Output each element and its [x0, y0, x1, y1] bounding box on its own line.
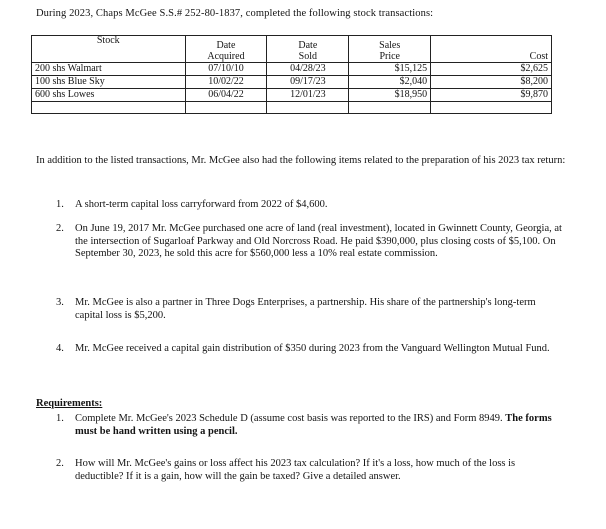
cell-cost: $9,870 [431, 89, 552, 102]
stock-transactions-table [31, 35, 552, 114]
cell-empty [431, 102, 552, 114]
table-header-row [32, 36, 552, 63]
cell-cost: $2,625 [431, 63, 552, 76]
header-sales-price-line2: Price [379, 50, 400, 62]
cell-sales-price: $2,040 [349, 76, 431, 89]
cell-date-acquired: 06/04/22 [185, 89, 267, 102]
list-item-text: A short-term capital loss carryforward from 2022 of $4,600. [75, 199, 328, 210]
requirement-item [56, 458, 566, 483]
requirement-text: How will Mr. McGee's gains or loss affect his 2023 tax calculation? If it's a loss, how much of the loss is deductible? If it is a gain, how will the gain be taxed? Give a detailed answer. [75, 458, 516, 482]
cell-empty [349, 102, 431, 114]
requirement-bold-text: The forms must be hand written using a pencil. [75, 413, 552, 437]
list-item [56, 297, 566, 322]
requirement-text-wrap [75, 458, 566, 483]
list-item [56, 199, 566, 212]
table-row [32, 63, 552, 76]
cell-cost: $8,200 [431, 76, 552, 89]
list-item [56, 223, 566, 261]
header-sales-price-line1: Sales [379, 40, 401, 51]
cell-sales-price: $18,950 [349, 89, 431, 102]
cell-date-sold: 09/17/23 [267, 76, 349, 89]
header-date-sold-line1: Date [298, 40, 318, 51]
header-date-acquired [185, 36, 267, 63]
cell-date-sold: 04/28/23 [267, 63, 349, 76]
header-cost-label: Cost [529, 50, 548, 62]
header-date-acquired-line1: Date [216, 40, 236, 51]
cell-stock: 200 shs Walmart [32, 63, 186, 76]
header-sales-price [349, 36, 431, 63]
cell-stock: 600 shs Lowes [32, 89, 186, 102]
list-item-number: 2. [56, 223, 64, 234]
table-row [32, 76, 552, 89]
list-item [56, 343, 566, 356]
header-date-acquired-line2: Acquired [207, 50, 245, 62]
table-row [32, 89, 552, 102]
cell-sales-price: $15,125 [349, 63, 431, 76]
header-stock: Stock [32, 36, 186, 63]
list-item-number: 1. [56, 199, 64, 210]
header-date-sold-line2: Sold [298, 50, 318, 62]
requirement-item [56, 413, 566, 438]
header-date-sold [267, 36, 349, 63]
list-item-number: 4. [56, 343, 64, 354]
cell-date-sold: 12/01/23 [267, 89, 349, 102]
requirement-text-wrap [75, 413, 566, 438]
header-cost [431, 36, 552, 63]
list-item-number: 3. [56, 297, 64, 308]
addition-paragraph: In addition to the listed transactions, Mr. McGee also had the following items related to the preparation of his 2023 tax return: [36, 155, 566, 166]
list-item-text: On June 19, 2017 Mr. McGee purchased one acre of land (real investment), located in Gwinnett County, Georgia, at the intersection of Sugarloaf Parkway and Old Norcross Road. He paid $390,000, plus closing costs of $5,100. On September 30, 2023, he sold this acre for $560,000 less a 10% real estate commission. [75, 223, 562, 260]
list-item-text: Mr. McGee received a capital gain distribution of $350 during 2023 from the Vanguard Wellington Mutual Fund. [75, 343, 550, 354]
cell-empty [32, 102, 186, 114]
requirement-number: 1. [56, 413, 64, 424]
intro-text: During 2023, Chaps McGee S.S.# 252-80-1837, completed the following stock transactions: [36, 8, 434, 19]
cell-empty [267, 102, 349, 114]
table-row-empty [32, 102, 552, 114]
cell-stock: 100 shs Blue Sky [32, 76, 186, 89]
cell-empty [185, 102, 267, 114]
cell-date-acquired: 10/02/22 [185, 76, 267, 89]
requirement-text: Complete Mr. McGee's 2023 Schedule D (assume cost basis was reported to the IRS) and Form 8949. [75, 413, 506, 424]
requirement-number: 2. [56, 458, 64, 469]
list-item-text: Mr. McGee is also a partner in Three Dogs Enterprises, a partnership. His share of the partnership's long-term capital loss is $5,200. [75, 297, 536, 321]
requirements-title: Requirements: [36, 398, 103, 409]
cell-date-acquired: 07/10/10 [185, 63, 267, 76]
